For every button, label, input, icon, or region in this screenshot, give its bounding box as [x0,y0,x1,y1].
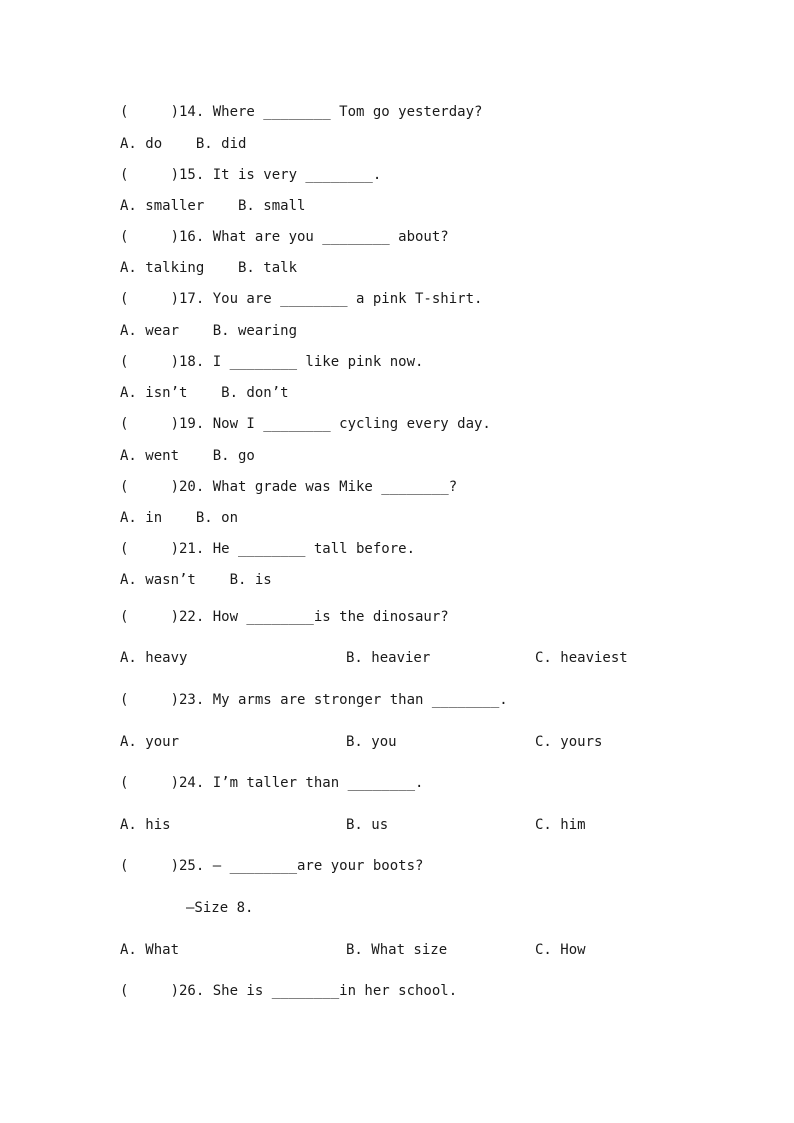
question-15-stem: ( )15. It is very ________. [120,167,382,183]
question-23-option-c: C. yours [535,734,603,750]
question-16-stem: ( )16. What are you ________ about? [120,229,449,245]
question-20-options: A. in B. on [120,510,239,526]
question-22-option-a: A. heavy [120,650,188,666]
question-17-stem: ( )17. You are ________ a pink T-shirt. [120,291,483,307]
question-17-options: A. wear B. wearing [120,323,298,339]
question-25-answer-line: —Size 8. [186,900,254,916]
question-18-options: A. isn’t B. don’t [120,385,289,401]
question-18-stem: ( )18. I ________ like pink now. [120,354,424,370]
question-24-stem: ( )24. I’m taller than ________. [120,775,424,791]
question-24-option-b: B. us [346,817,389,833]
question-21-stem: ( )21. He ________ tall before. [120,541,416,557]
question-16-options: A. talking B. talk [120,260,298,276]
question-23-option-b: B. you [346,734,397,750]
question-20-stem: ( )20. What grade was Mike ________? [120,479,458,495]
question-19-stem: ( )19. Now I ________ cycling every day. [120,416,491,432]
question-15-options: A. smaller B. small [120,198,306,214]
question-14-options: A. do B. did [120,136,247,152]
question-24-option-a: A. his [120,817,171,833]
question-19-options: A. went B. go [120,448,255,464]
question-22-option-b: B. heavier [346,650,431,666]
question-25-option-c: C. How [535,942,586,958]
question-25-stem: ( )25. — ________are your boots? [120,858,424,874]
question-23-option-a: A. your [120,734,180,750]
question-21-options: A. wasn’t B. is [120,572,272,588]
question-22-option-c: C. heaviest [535,650,628,666]
question-22-stem: ( )22. How ________is the dinosaur? [120,609,449,625]
question-14-stem: ( )14. Where ________ Tom go yesterday? [120,104,483,120]
question-25-option-b: B. What size [346,942,448,958]
question-23-stem: ( )23. My arms are stronger than ________. [120,692,508,708]
question-25-option-a: A. What [120,942,180,958]
question-26-stem: ( )26. She is ________in her school. [120,983,458,999]
question-24-option-c: C. him [535,817,586,833]
